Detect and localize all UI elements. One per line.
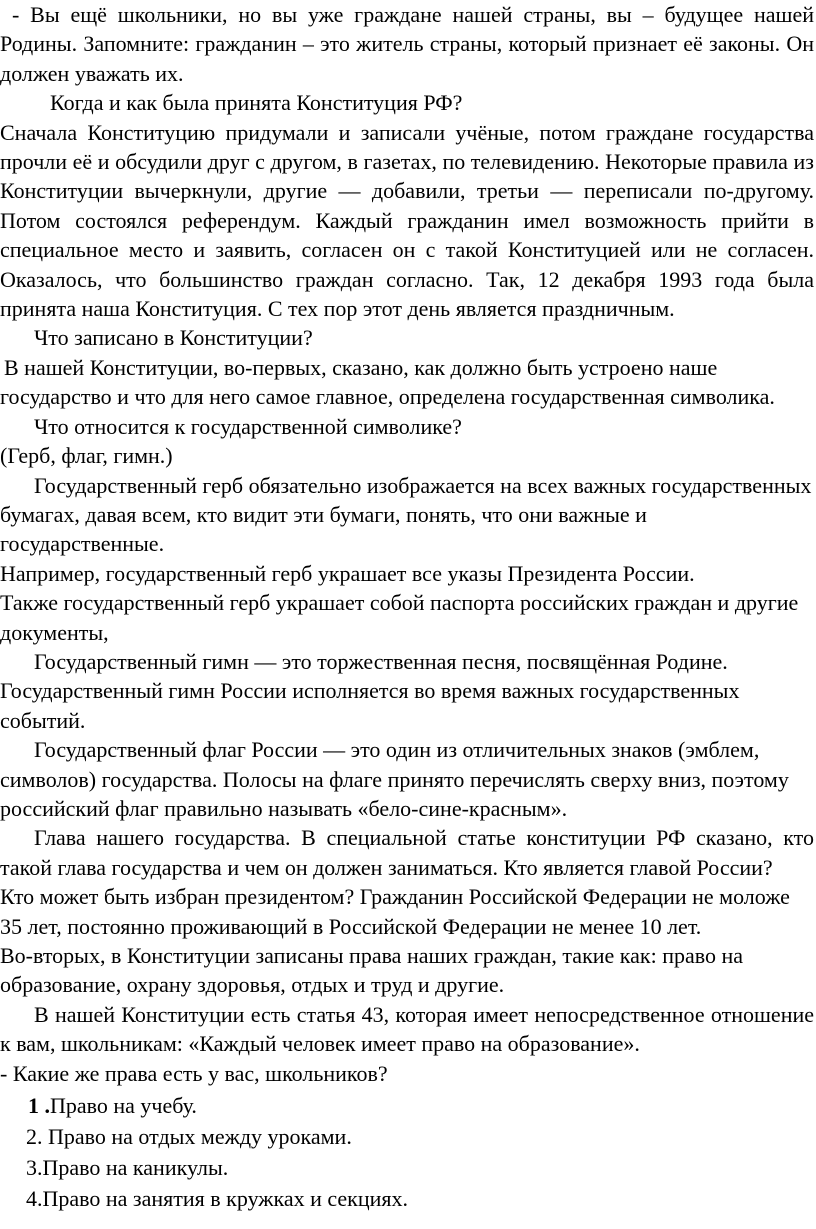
rights-list — [0, 1088, 814, 1214]
rights-paragraph: Во-вторых, в Конституции записаны права наших граждан, такие как: право на образование, охрану здоровья, отдых и труд и другие. — [0, 943, 744, 998]
intro-paragraph: - Вы ещё школьники, но вы уже граждане нашей страны, вы – будущее нашей Родины. Запомните: гражданин – это житель страны, который признает её законы. Он должен уважать их. — [0, 2, 814, 86]
list-item-number: 1 . — [28, 1093, 50, 1119]
flag-paragraph: Государственный флаг России — это один из отличительных знаков (эмблем, символов) государства. Полосы на флаге принято перечислять сверху вниз, поэтому российский флаг правильно называть «бело-сине-красным». — [0, 737, 789, 821]
president-paragraph: Кто может быть избран президентом? Гражданин Российской Федерации не моложе 35 лет, постоянно проживающий в Российской Федерации не менее 10 лет. — [0, 884, 790, 939]
contents-paragraph: В нашей Конституции, во-первых, сказано, как должно быть устроено наше государство и что для него самое главное, определена государственная символика. — [0, 354, 775, 410]
anthem-events-paragraph: Государственный гимн России исполняется во время важных государственных событий. — [0, 678, 740, 733]
question-heading-symbols: Что относится к государственной символике? — [34, 413, 462, 439]
list-item-number: 2. — [26, 1124, 48, 1150]
list-item-text: Право на занятия в кружках и секциях. — [42, 1186, 409, 1212]
list-item — [0, 1121, 814, 1152]
question-heading-adoption: Когда и как была принята Конституция РФ? — [50, 90, 463, 116]
emblem-passport-paragraph: Также государственный герб украшает собой паспорта российских граждан и другие документы, — [0, 590, 799, 645]
symbols-answer: (Герб, флаг, гимн.) — [0, 443, 173, 469]
list-item-text: Право на отдых между уроками. — [48, 1124, 352, 1150]
list-item — [0, 1152, 814, 1183]
emblem-decrees-paragraph: Например, государственный герб украшает все указы Президента России. — [0, 560, 695, 586]
article-43-paragraph: В нашей Конституции есть статья 43, которая имеет непосредственное отношение к вам, школьникам: «Каждый человек имеет право на образование». — [0, 1001, 814, 1057]
adoption-paragraph: Сначала Конституцию придумали и записали учёные, потом граждане государства прочли её и обсудили друг с другом, в газетах, по телевидению. Некоторые правила из Конституции вычеркнули, другие — добавили, третьи — переписали по-другому. Потом состоялся референдум. Каждый гражданин имел возможность прийти в специальное место и заявить, согласен он с такой Конституцией или не согласен. Оказалось, что большинство граждан согласно. Так, 12 декабря 1993 года была принята наша Конституция. С тех пор этот день является праздничным. — [0, 119, 814, 322]
list-item-number: 4. — [26, 1186, 43, 1212]
head-of-state-paragraph: Глава нашего государства. В специальной статье конституции РФ сказано, кто такой глава государства и чем он должен заниматься. Кто является главой России? — [0, 825, 814, 880]
emblem-paragraph: Государственный герб обязательно изображается на всех важных государственных бумагах, давая всем, кто видит эти бумаги, понять, что они важные и государственные. — [0, 472, 812, 557]
list-item-text: Право на каникулы. — [42, 1155, 229, 1181]
list-item — [0, 1090, 814, 1121]
list-item — [0, 1183, 814, 1214]
pupil-rights-question: - Какие же права есть у вас, школьников? — [0, 1060, 388, 1086]
question-heading-contents: Что записано в Конституции? — [34, 325, 313, 351]
list-item-number: 3. — [26, 1155, 43, 1181]
list-item-text: Право на учебу. — [50, 1093, 197, 1119]
anthem-paragraph: Государственный гимн — это торжественная песня, посвящённая Родине. — [34, 648, 728, 674]
